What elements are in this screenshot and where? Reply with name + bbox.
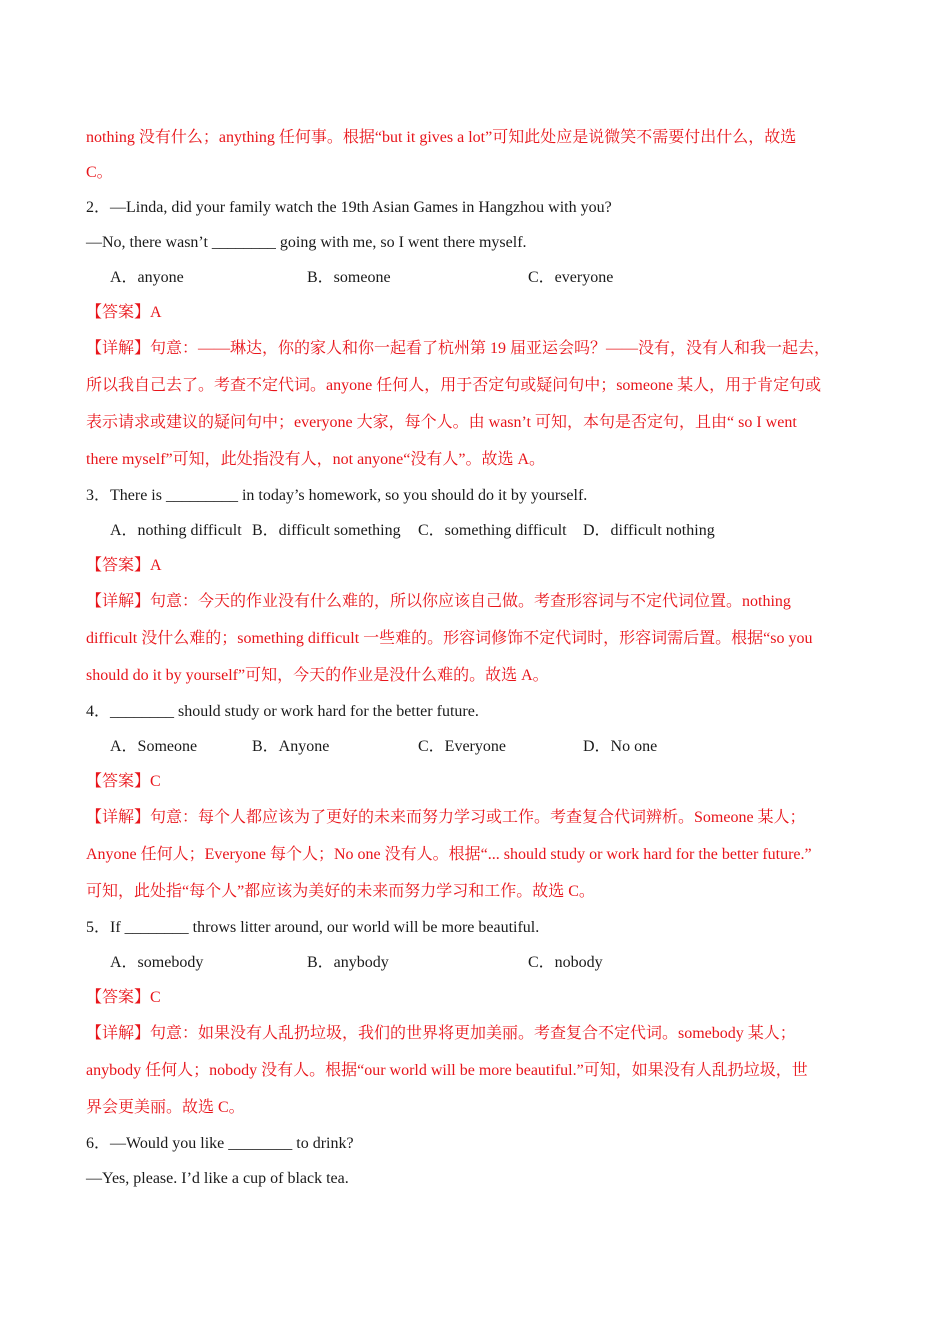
answer-options — [86, 729, 861, 764]
option-b: B．someone — [307, 269, 391, 286]
explanation — [86, 330, 861, 478]
option-b: B．Anyone — [252, 738, 330, 755]
option-b: B．difficult something — [252, 522, 401, 539]
answer-options — [86, 260, 861, 295]
option-c: C．everyone — [528, 269, 614, 286]
option-d: D．No one — [583, 738, 658, 755]
explanation-line: 表示请求或建议的疑问句中；everyone 大家，每个人。由 wasn’t 可知，本句是否定句，且由“ so I went — [86, 414, 797, 431]
question-3 — [86, 478, 861, 694]
explanation — [86, 1015, 861, 1126]
option-d: D．difficult nothing — [583, 522, 715, 539]
answer-key: 【答案】C — [86, 773, 161, 790]
option-b: B．anybody — [307, 954, 389, 971]
explanation-line: 可知，此处指“每个人”都应该为美好的未来而努力学习和工作。故选 C。 — [86, 883, 595, 900]
option-c: C．nobody — [528, 954, 603, 971]
question-6 — [86, 1126, 861, 1196]
explanation-line: Anyone 任何人；Everyone 每个人；No one 没有人。根据“... should study or work hard for the better future.” — [86, 846, 812, 863]
answer-key: 【答案】A — [86, 557, 162, 574]
question-stem: 4．________ should study or work hard for the better future. — [86, 703, 479, 720]
intro-line: C。 — [86, 164, 113, 181]
question-5 — [86, 910, 861, 1126]
option-a: A．nothing difficult — [110, 522, 242, 539]
document-page — [86, 120, 861, 1196]
answer-key: 【答案】A — [86, 304, 162, 321]
answer-options — [86, 945, 861, 980]
explanation-line: 【详解】句意：今天的作业没有什么难的，所以你应该自己做。考查形容词与不定代词位置。nothing — [86, 593, 791, 610]
question-stem: 6．—Would you like ________ to drink? — [86, 1135, 354, 1152]
question-stem: 3．There is _________ in today’s homework, so you should do it by yourself. — [86, 487, 588, 504]
answer-key: 【答案】C — [86, 989, 161, 1006]
question-2 — [86, 190, 861, 478]
option-a: A．anyone — [110, 269, 184, 286]
explanation-line: 【详解】句意：每个人都应该为了更好的未来而努力学习或工作。考查复合代词辨析。Someone 某人； — [86, 809, 806, 826]
intro-explanation — [86, 120, 861, 190]
explanation-line: 界会更美丽。故选 C。 — [86, 1099, 245, 1116]
option-a: A．Someone — [110, 738, 198, 755]
explanation — [86, 583, 861, 694]
explanation-line: 【详解】句意：——琳达，你的家人和你一起看了杭州第 19 届亚运会吗？——没有，没有人和我一起去， — [86, 340, 831, 357]
question-4 — [86, 694, 861, 910]
explanation-line: difficult 没什么难的；something difficult 一些难的。形容词修饰不定代词时，形容词需后置。根据“so you — [86, 630, 813, 647]
explanation — [86, 799, 861, 910]
option-c: C．Everyone — [418, 738, 506, 755]
intro-line: nothing 没有什么；anything 任何事。根据“but it gives a lot”可知此处应是说微笑不需要付出什么，故选 — [86, 129, 797, 146]
explanation-line: there myself”可知，此处指没有人，not anyone“没有人”。故选 A。 — [86, 451, 546, 468]
question-stem: 5．If ________ throws litter around, our world will be more beautiful. — [86, 919, 540, 936]
answer-options — [86, 513, 861, 548]
option-a: A．somebody — [110, 954, 204, 971]
explanation-line: should do it by yourself”可知，今天的作业是没什么难的。故选 A。 — [86, 667, 549, 684]
question-stem: —No, there wasn’t ________ going with me, so I went there myself. — [86, 234, 527, 251]
question-stem: 2．—Linda, did your family watch the 19th Asian Games in Hangzhou with you? — [86, 199, 612, 216]
question-stem: —Yes, please. I’d like a cup of black tea. — [86, 1170, 349, 1187]
explanation-line: 【详解】句意：如果没有人乱扔垃圾，我们的世界将更加美丽。考查复合不定代词。somebody 某人； — [86, 1025, 796, 1042]
explanation-line: 所以我自己去了。考查不定代词。anyone 任何人，用于否定句或疑问句中；someone 某人，用于肯定句或 — [86, 377, 822, 394]
explanation-line: anybody 任何人；nobody 没有人。根据“our world will be more beautiful.”可知，如果没有人乱扔垃圾，世 — [86, 1062, 808, 1079]
option-c: C．something difficult — [418, 522, 567, 539]
